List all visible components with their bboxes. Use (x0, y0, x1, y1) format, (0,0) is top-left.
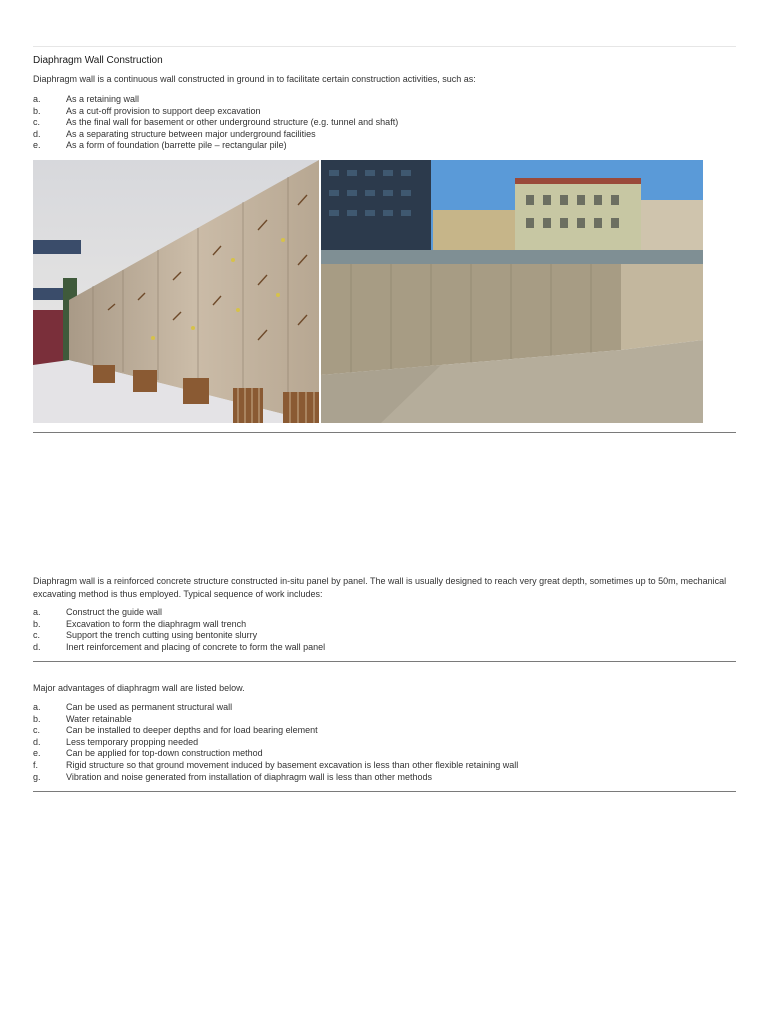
list-item: c. Can be installed to deeper depths and for load bearing element (33, 725, 318, 736)
list-item: d. Inert reinforcement and placing of concrete to form the wall panel (33, 641, 326, 652)
top-divider (33, 46, 736, 47)
list-item: b. Excavation to form the diaphragm wall trench (33, 618, 247, 629)
advantages-list (33, 702, 518, 783)
list-item: d. Less temporary propping needed (33, 736, 199, 747)
list-item: e. As a form of foundation (barrette pile – rectangular pile) (33, 140, 287, 151)
section-divider-1 (33, 432, 736, 433)
diaphragm-wall-photo (33, 160, 319, 423)
list-item: a. Construct the guide wall (33, 607, 163, 617)
document-title: Diaphragm Wall Construction (33, 55, 163, 66)
advantages-intro: Major advantages of diaphragm wall are listed below. (33, 683, 245, 693)
excavation-pit-photo (321, 160, 703, 423)
list-item: c. As the final wall for basement or other underground structure (e.g. tunnel and shaft) (33, 117, 399, 128)
list-item: c. Support the trench cutting using bentonite slurry (33, 630, 258, 641)
list-item: a. As a retaining wall (33, 94, 140, 104)
list-item: g. Vibration and noise generated from installation of diaphragm wall is less than other methods (33, 771, 433, 782)
construction-paragraph: Diaphragm wall is a reinforced concrete structure constructed in-situ panel by panel. The wall is usually designed to reach very great depth, sometimes up to 50m, mechanical excavating method is thus employed. Typical sequence of work includes: (33, 576, 727, 599)
list-item: d. As a separating structure between major underground facilities (33, 128, 316, 139)
section-divider-3 (33, 791, 736, 792)
intro-paragraph: Diaphragm wall is a continuous wall constructed in ground in to facilitate certain construction activities, such as: (33, 74, 476, 84)
list-item: e. Can be applied for top-down construction method (33, 748, 263, 759)
list-item: f. Rigid structure so that ground movement induced by basement excavation is less than other flexible retaining wall (33, 759, 519, 770)
list-item: a. Can be used as permanent structural wall (33, 702, 233, 712)
list-item: b. As a cut-off provision to support deep excavation (33, 105, 261, 116)
section-divider-2 (33, 661, 736, 662)
uses-list (33, 94, 398, 152)
list-item: b. Water retainable (33, 713, 132, 724)
work-sequence-list (33, 607, 325, 653)
